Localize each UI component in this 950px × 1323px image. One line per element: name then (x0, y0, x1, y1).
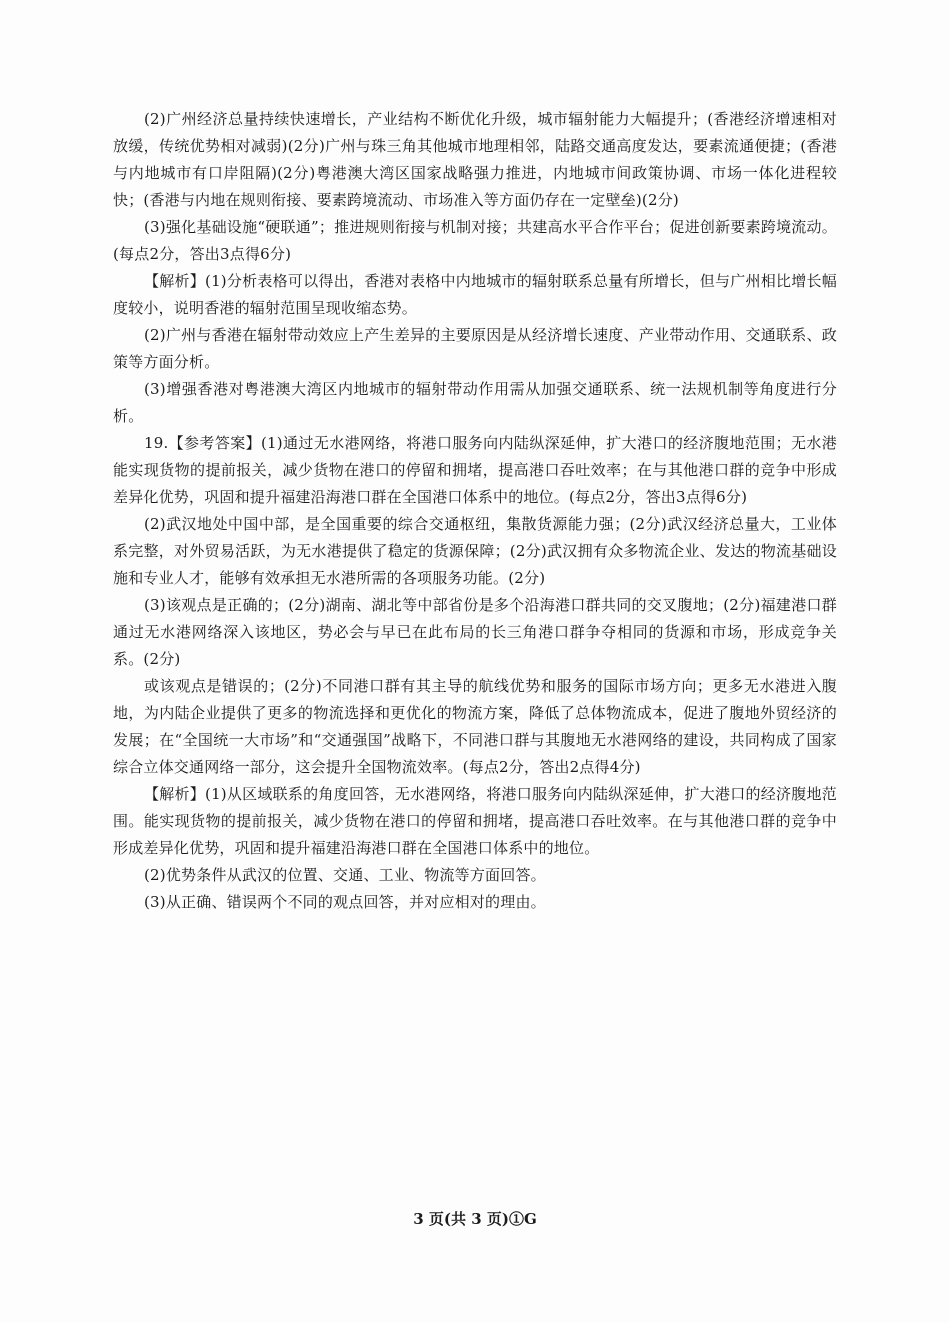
analysis-paragraph-18-3: (3)增强香港对粤港澳大湾区内地城市的辐射带动作用需从加强交通联系、统一法规机制等角度进行分析。 (113, 380, 837, 425)
answer-paragraph-18-2: (2)广州经济总量持续快速增长，产业结构不断优化升级，城市辐射能力大幅提升；(香港经济增速相对放缓，传统优势相对减弱)(2分)广州与珠三角其他城市地理相邻，陆路交通高度发达，要素流通便捷；(香港与内地城市有口岸阻隔)(2分)粤港澳大湾区国家战略强力推进，内地城市间政策协调、市场一体化进程较快；(香港与内地在规则衔接、要素跨境流动、市场准入等方面仍存在一定壁垒)(2分) (113, 110, 837, 209)
page-footer: 3 页(共 3 页)①G (413, 1210, 537, 1228)
answer-paragraph-19-2: (2)武汉地处中国中部，是全国重要的综合交通枢纽，集散货源能力强；(2分)武汉经济总量大，工业体系完整，对外贸易活跃，为无水港提供了稳定的货源保障；(2分)武汉拥有众多物流企业、发达的物流基础设施和专业人才，能够有效承担无水港所需的各项服务功能。(2分) (113, 515, 837, 587)
answer-paragraph-18-3: (3)强化基础设施“硬联通”；推进规则衔接与机制对接；共建高水平合作平台；促进创新要素跨境流动。(每点2分，答出3点得6分) (113, 218, 837, 263)
analysis-paragraph-18-1: 【解析】(1)分析表格可以得出，香港对表格中内地城市的辐射联系总量有所增长，但与广州相比增长幅度较小，说明香港的辐射范围呈现收缩态势。 (113, 272, 837, 317)
analysis-paragraph-18-2: (2)广州与香港在辐射带动效应上产生差异的主要原因是从经济增长速度、产业带动作用、交通联系、政策等方面分析。 (113, 326, 837, 371)
answer-paragraph-19-3-wrong: 或该观点是错误的；(2分)不同港口群有其主导的航线优势和服务的国际市场方向；更多无水港进入腹地，为内陆企业提供了更多的物流选择和更优化的物流方案，降低了总体物流成本，促进了腹地外贸经济的发展；在“全国统一大市场”和“交通强国”战略下，不同港口群与其腹地无水港网络的建设，共同构成了国家综合立体交通网络一部分，这会提升全国物流效率。(每点2分，答出2点得4分) (113, 677, 837, 776)
answer-text-body (113, 106, 837, 916)
answer-paragraph-19-3-correct: (3)该观点是正确的；(2分)湖南、湖北等中部省份是多个沿海港口群共同的交叉腹地；(2分)福建港口群通过无水港网络深入该地区，势必会与早已在此布局的长三角港口群争夺相同的货源和市场，形成竞争关系。(2分) (113, 596, 837, 668)
analysis-paragraph-19-3: (3)从正确、错误两个不同的观点回答，并对应相对的理由。 (144, 893, 546, 911)
answer-paragraph-19-1: 19.【参考答案】(1)通过无水港网络，将港口服务向内陆纵深延伸，扩大港口的经济腹地范围；无水港能实现货物的提前报关，减少货物在港口的停留和拥堵，提高港口吞吐效率；在与其他港口群的竞争中形成差异化优势，巩固和提升福建沿海港口群在全国港口体系中的地位。(每点2分，答出3点得6分) (113, 434, 837, 506)
analysis-paragraph-19-1: 【解析】(1)从区域联系的角度回答，无水港网络，将港口服务向内陆纵深延伸，扩大港口的经济腹地范围。能实现货物的提前报关，减少货物在港口的停留和拥堵，提高港口吞吐效率。在与其他港口群的竞争中形成差异化优势，巩固和提升福建沿海港口群在全国港口体系中的地位。 (113, 785, 837, 857)
analysis-paragraph-19-2: (2)优势条件从武汉的位置、交通、工业、物流等方面回答。 (144, 866, 546, 884)
